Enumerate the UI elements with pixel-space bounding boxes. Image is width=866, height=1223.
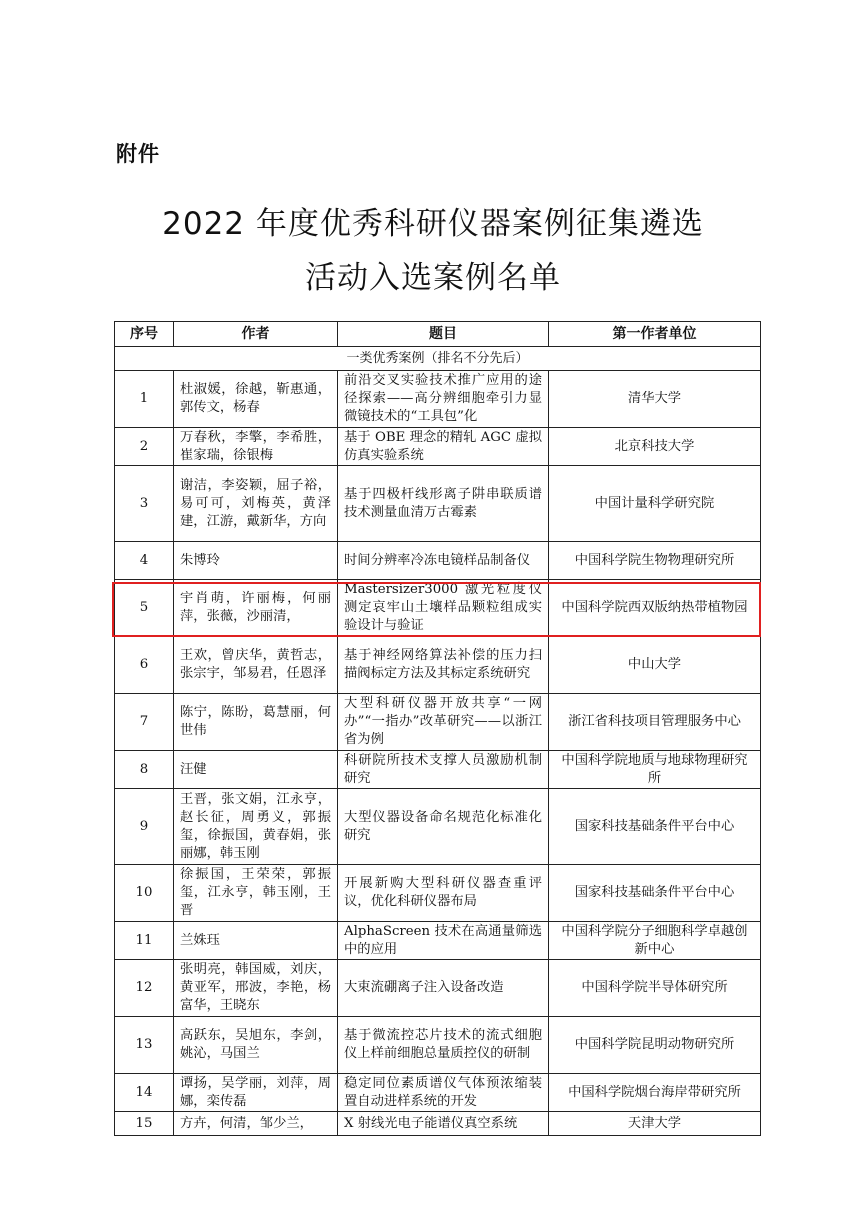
row-seq-cell: 9: [115, 789, 174, 865]
row-unit-cell: 中国科学院地质与地球物理研究所: [549, 751, 761, 789]
row-unit-cell: 中国科学院昆明动物研究所: [549, 1017, 761, 1074]
row-authors-cell: 徐振国，王荣荣，郭振玺，江永亨，韩玉刚，王晋: [174, 865, 338, 922]
row-unit-cell: 清华大学: [549, 371, 761, 428]
row-seq-cell: 5: [115, 580, 174, 637]
table-header-row: [115, 322, 761, 347]
row-unit-cell: 中国计量科学研究院: [549, 466, 761, 542]
row-topic-cell: 时间分辨率冷冻电镜样品制备仪: [338, 542, 549, 580]
row-seq-cell: 12: [115, 960, 174, 1017]
row-topic-cell: 基于微流控芯片技术的流式细胞仪上样前细胞总量质控仪的研制: [338, 1017, 549, 1074]
header-seq: 序号: [115, 322, 174, 347]
row-seq-cell: 11: [115, 922, 174, 960]
table-row: [115, 1017, 761, 1074]
row-seq-cell: 15: [115, 1112, 174, 1136]
header-topic: 题目: [338, 322, 549, 347]
row-seq-cell: 14: [115, 1074, 174, 1112]
row-authors-cell: 朱博玲: [174, 542, 338, 580]
table-row: [115, 694, 761, 751]
row-topic-cell: Mastersizer3000 激光粒度仪测定哀牢山土壤样品颗粒组成实验设计与验证: [338, 580, 549, 637]
row-unit-cell: 中国科学院半导体研究所: [549, 960, 761, 1017]
row-topic-cell: 稳定同位素质谱仪气体预浓缩装置自动进样系统的开发: [338, 1074, 549, 1112]
row-topic-cell: X 射线光电子能谱仪真空系统: [338, 1112, 549, 1136]
attachment-label: 附件: [116, 142, 160, 166]
row-seq-cell: 7: [115, 694, 174, 751]
row-topic-cell: 前沿交叉实验技术推广应用的途径探索——高分辨细胞牵引力显微镜技术的“工具包”化: [338, 371, 549, 428]
row-unit-cell: 中国科学院西双版纳热带植物园: [549, 580, 761, 637]
header-authors: 作者: [174, 322, 338, 347]
row-topic-cell: 大型科研仪器开放共享“一网办”“一指办”改革研究——以浙江省为例: [338, 694, 549, 751]
row-seq-cell: 6: [115, 637, 174, 694]
row-authors-cell: 王欢，曾庆华，黄哲志，张宗宇，邹易君，任恩泽: [174, 637, 338, 694]
category-row: [115, 347, 761, 371]
table-row: [115, 960, 761, 1017]
row-unit-cell: 北京科技大学: [549, 428, 761, 466]
table-row: [115, 428, 761, 466]
table-row: [115, 542, 761, 580]
row-topic-cell: 大束流硼离子注入设备改造: [338, 960, 549, 1017]
row-authors-cell: 谢洁，李姿颖，屈子裕，易可可，刘梅英，黄泽建，江游，戴新华，方向: [174, 466, 338, 542]
category-label: 一类优秀案例（排名不分先后）: [115, 347, 761, 371]
row-unit-cell: 中国科学院烟台海岸带研究所: [549, 1074, 761, 1112]
row-seq-cell: 2: [115, 428, 174, 466]
document-title-line2: 活动入选案例名单: [305, 260, 561, 296]
header-unit: 第一作者单位: [549, 322, 761, 347]
table-row: [115, 1112, 761, 1136]
row-unit-cell: 中国科学院生物物理研究所: [549, 542, 761, 580]
table-row: [115, 580, 761, 637]
table-row: [115, 922, 761, 960]
row-unit-cell: 国家科技基础条件平台中心: [549, 865, 761, 922]
row-seq-cell: 1: [115, 371, 174, 428]
row-authors-cell: 高跃东，吴旭东，李剑，姚沁，马国兰: [174, 1017, 338, 1074]
row-unit-cell: 天津大学: [549, 1112, 761, 1136]
table-row: [115, 371, 761, 428]
row-topic-cell: 基于 OBE 理念的精轧 AGC 虚拟仿真实验系统: [338, 428, 549, 466]
row-authors-cell: 陈宁，陈盼，葛慧丽，何世伟: [174, 694, 338, 751]
row-seq-cell: 8: [115, 751, 174, 789]
row-authors-cell: 王晋，张文娟，江永亨，赵长征，周勇义，郭振玺，徐振国，黄春娟，张丽娜，韩玉刚: [174, 789, 338, 865]
row-authors-cell: 宇肖萌，许丽梅，何丽萍，张薇，沙丽清，: [174, 580, 338, 637]
table-row: [115, 637, 761, 694]
table-row: [115, 789, 761, 865]
row-topic-cell: 基于四极杆线形离子阱串联质谱技术测量血清万古霉素: [338, 466, 549, 542]
row-seq-cell: 4: [115, 542, 174, 580]
row-topic-cell: 基于神经网络算法补偿的压力扫描阀标定方法及其标定系统研究: [338, 637, 549, 694]
table-row: [115, 865, 761, 922]
row-authors-cell: 张明亮，韩国威，刘庆，黄亚军，邢波，李艳，杨富华，王晓东: [174, 960, 338, 1017]
row-seq-cell: 3: [115, 466, 174, 542]
row-unit-cell: 中山大学: [549, 637, 761, 694]
row-authors-cell: 谭扬，吴学丽，刘萍，周娜，栾传磊: [174, 1074, 338, 1112]
row-unit-cell: 国家科技基础条件平台中心: [549, 789, 761, 865]
row-seq-cell: 10: [115, 865, 174, 922]
row-authors-cell: 汪健: [174, 751, 338, 789]
row-topic-cell: 科研院所技术支撑人员激励机制研究: [338, 751, 549, 789]
table-row: [115, 751, 761, 789]
row-topic-cell: 大型仪器设备命名规范化标准化研究: [338, 789, 549, 865]
row-authors-cell: 杜淑媛，徐越，靳惠通，郭传文，杨春: [174, 371, 338, 428]
document-title-line1: 2022 年度优秀科研仪器案例征集遴选: [162, 206, 704, 242]
row-seq-cell: 13: [115, 1017, 174, 1074]
row-authors-cell: 兰姝珏: [174, 922, 338, 960]
row-topic-cell: 开展新购大型科研仪器查重评议，优化科研仪器布局: [338, 865, 549, 922]
row-unit-cell: 浙江省科技项目管理服务中心: [549, 694, 761, 751]
row-unit-cell: 中国科学院分子细胞科学卓越创新中心: [549, 922, 761, 960]
table-row: [115, 466, 761, 542]
selection-list-table: [114, 321, 761, 1136]
table-row: [115, 1074, 761, 1112]
row-authors-cell: 方卉，何清，邹少兰，: [174, 1112, 338, 1136]
row-topic-cell: AlphaScreen 技术在高通量筛选中的应用: [338, 922, 549, 960]
row-authors-cell: 万春秋，李擎，李希胜，崔家瑞，徐银梅: [174, 428, 338, 466]
